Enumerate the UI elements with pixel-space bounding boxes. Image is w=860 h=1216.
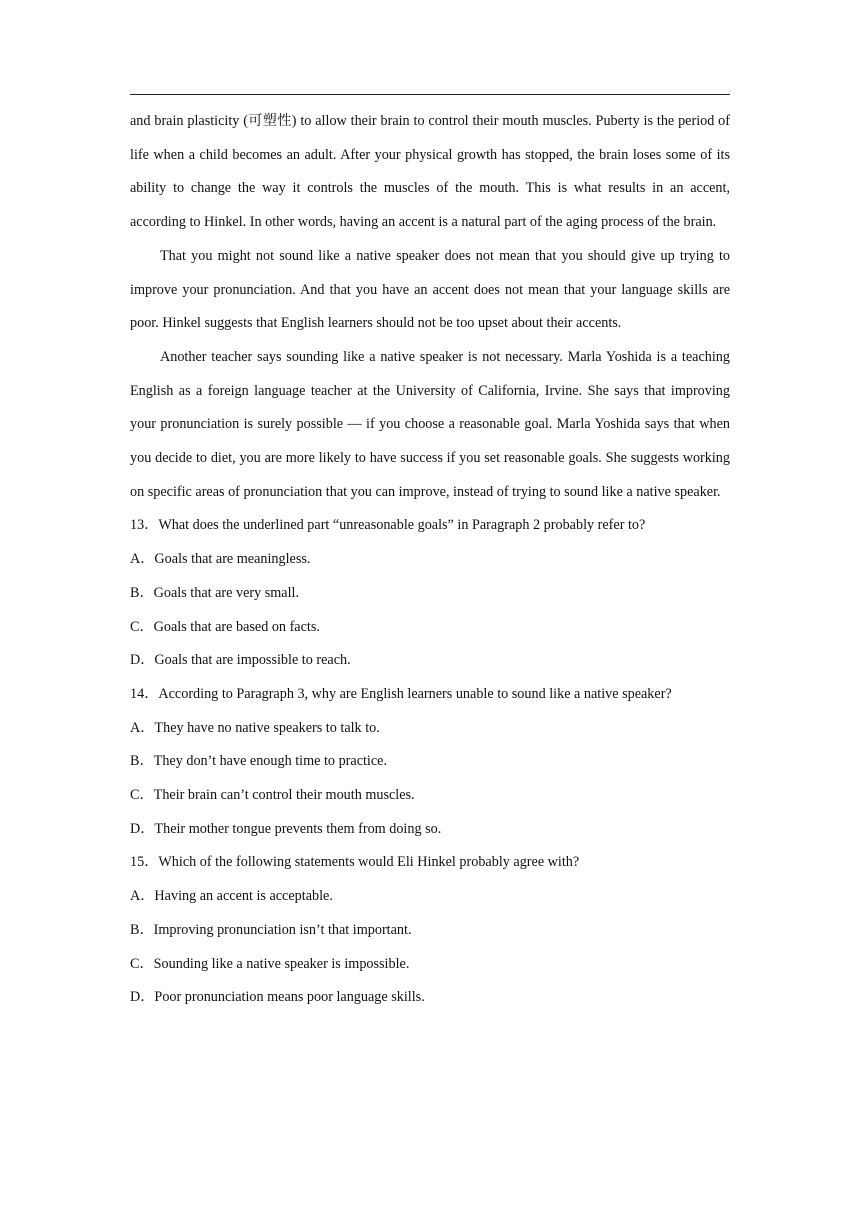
- option-d: D．Poor pronunciation means poor language skills.: [130, 989, 425, 1006]
- option-c: C．Their brain can’t control their mouth muscles.: [130, 787, 415, 804]
- option-d: D．Their mother tongue prevents them from doing so.: [130, 820, 442, 837]
- option-b: B．Goals that are very small.: [130, 584, 300, 601]
- option-a: A．They have no native speakers to talk to.: [130, 719, 380, 736]
- question-number: 15．: [130, 854, 159, 871]
- passage-paragraph-3: Another teacher says sounding like a native speaker is not necessary. Marla Yoshida is a teaching English as a foreign language teacher at the University of California, Irvine. She says that improving your pronunciation is surely possible — if you choose a reasonable goal. Marla Yoshida says that when you decide to diet, you are more likely to have success if you set reasonable goals. She suggests working on specific areas of pronunciation that you can improve, instead of trying to sound like a native speaker.: [130, 348, 730, 500]
- option-a: A．Goals that are meaningless.: [130, 551, 311, 568]
- option-a: A．Having an accent is acceptable.: [130, 888, 333, 905]
- question-14: [130, 678, 730, 847]
- question-stem: [130, 509, 730, 543]
- question-number: 13．: [130, 517, 159, 534]
- passage-paragraph-1: and brain plasticity (可塑性) to allow their brain to control their mouth muscles. Puberty is the period of life when a child becomes an adult. After your physical growth has stopped, the brain loses some of its ability to change the way it controls the muscles of the mouth. This is what results in an accent, according to Hinkel. In other words, having an accent is a natural part of the aging process of the brain.: [130, 113, 730, 231]
- document-body: [130, 105, 730, 1015]
- question-number: 14．: [130, 685, 159, 702]
- question-text: According to Paragraph 3, why are English learners unable to sound like a native speaker?: [158, 685, 672, 702]
- question-text: Which of the following statements would Eli Hinkel probably agree with?: [158, 854, 580, 871]
- header-rule: [130, 94, 730, 95]
- question-stem: [130, 846, 730, 880]
- option-b: B．Improving pronunciation isn’t that important.: [130, 921, 412, 938]
- option-b: B．They don’t have enough time to practice.: [130, 753, 388, 770]
- option-d: D．Goals that are impossible to reach.: [130, 652, 351, 669]
- question-text: What does the underlined part “unreasonable goals” in Paragraph 2 probably refer to?: [158, 517, 646, 534]
- option-c: C．Sounding like a native speaker is impossible.: [130, 955, 410, 972]
- passage-paragraph-2: That you might not sound like a native speaker does not mean that you should give up trying to improve your pronunciation. And that you have an accent does not mean that your language skills are poor. Hinkel suggests that English learners should not be too upset about their accents.: [130, 247, 730, 332]
- reading-passage: [130, 105, 730, 509]
- question-stem: [130, 678, 730, 712]
- question-13: [130, 509, 730, 678]
- question-15: [130, 846, 730, 1015]
- option-c: C．Goals that are based on facts.: [130, 618, 320, 635]
